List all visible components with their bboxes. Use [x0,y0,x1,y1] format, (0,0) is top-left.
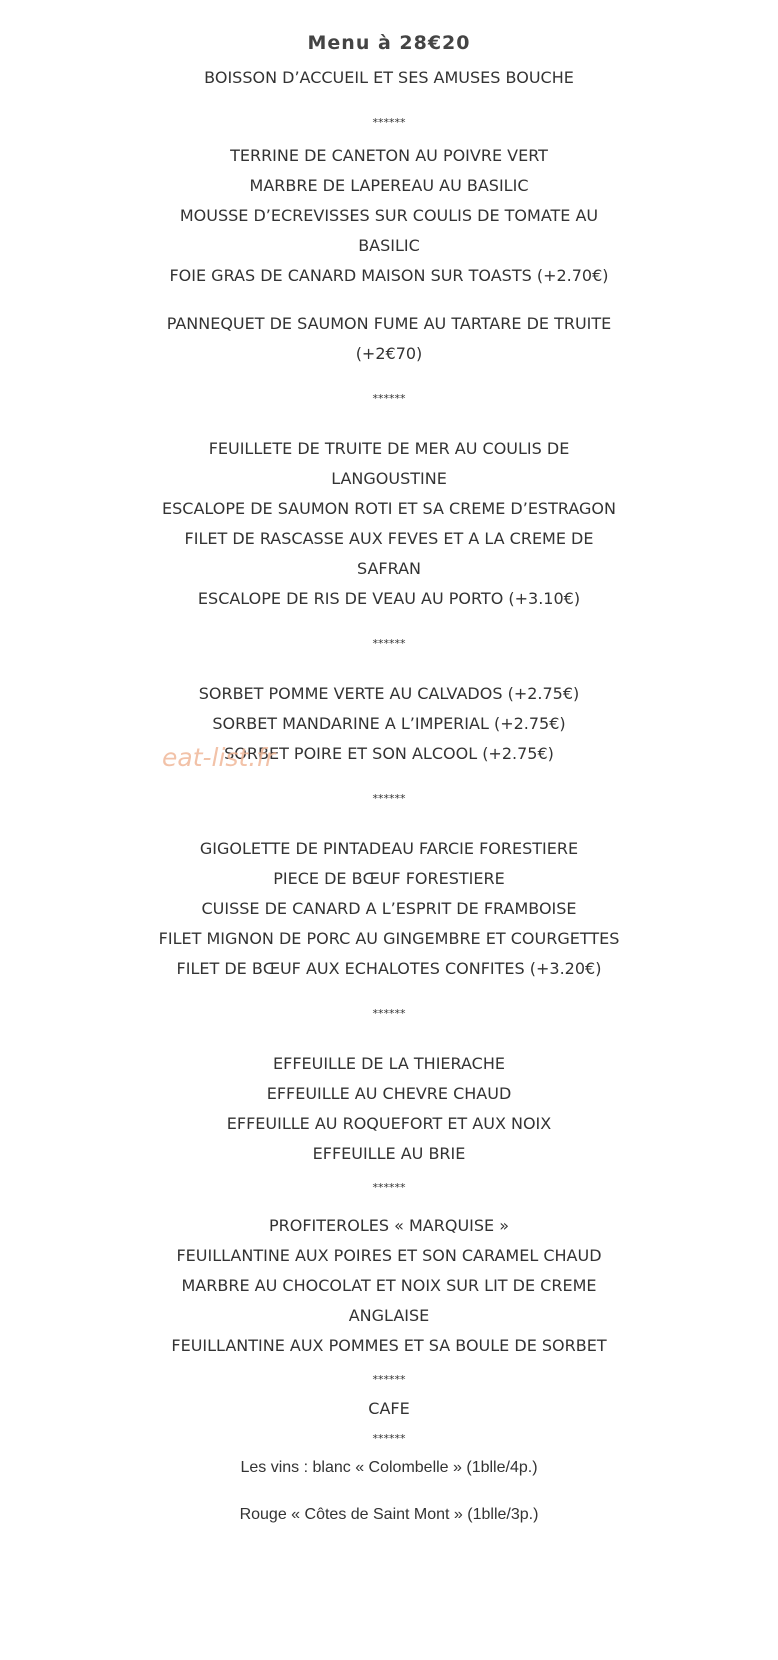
fish-item: ESCALOPE DE RIS DE VEAU AU PORTO (+3.10€) [197,589,581,608]
separator: ****** [372,392,406,405]
separator: ****** [372,1007,406,1020]
starter-item: MOUSSE D’ECREVISSES SUR COULIS DE TOMATE AU [179,206,599,225]
welcome-drink: BOISSON D’ACCUEIL ET SES AMUSES BOUCHE [204,68,574,87]
watermark-logo: eat-list.fr [162,743,276,772]
starter-item-continued: BASILIC [358,236,420,255]
separator: ****** [372,116,406,129]
separator: ****** [372,1432,406,1445]
fish-item: FEUILLETE DE TRUITE DE MER AU COULIS DE [208,439,570,458]
main-item: CUISSE DE CANARD A L’ESPRIT DE FRAMBOISE [201,899,577,918]
main-item: FILET MIGNON DE PORC AU GINGEMBRE ET COURGETTES [158,929,620,948]
starter-item-continued: (+2€70) [355,344,423,363]
dessert-item: PROFITEROLES « MARQUISE » [268,1216,510,1235]
fish-item: FILET DE RASCASSE AUX FEVES ET A LA CREME DE [184,529,594,548]
wine-white: Les vins : blanc « Colombelle » (1blle/4p.) [240,1459,538,1476]
fish-item-continued: SAFRAN [357,559,421,578]
starter-item: FOIE GRAS DE CANARD MAISON SUR TOASTS (+2.70€) [169,266,609,285]
main-item: PIECE DE BŒUF FORESTIERE [273,869,505,888]
fish-item: ESCALOPE DE SAUMON ROTI ET SA CREME D’ESTRAGON [162,499,616,518]
separator: ****** [372,1373,406,1386]
dessert-item: FEUILLANTINE AUX POMMES ET SA BOULE DE SORBET [171,1336,607,1355]
cheese-item: EFFEUILLE AU BRIE [312,1144,466,1163]
sorbet-item: SORBET POMME VERTE AU CALVADOS (+2.75€) [198,684,580,703]
starter-item: MARBRE DE LAPEREAU AU BASILIC [249,176,529,195]
dessert-item: MARBRE AU CHOCOLAT ET NOIX SUR LIT DE CREME [181,1276,597,1295]
menu-title: Menu à 28€20 [307,32,471,54]
separator: ****** [372,637,406,650]
cheese-item: EFFEUILLE AU ROQUEFORT ET AUX NOIX [226,1114,552,1133]
coffee-item: CAFE [368,1399,410,1418]
cheese-item: EFFEUILLE DE LA THIERACHE [273,1054,505,1073]
dessert-item-continued: ANGLAISE [348,1306,430,1325]
sorbet-item: SORBET POIRE ET SON ALCOOL (+2.75€) [224,744,554,763]
sorbet-item: SORBET MANDARINE A L’IMPERIAL (+2.75€) [212,714,566,733]
wine-red: Rouge « Côtes de Saint Mont » (1blle/3p.) [239,1506,539,1523]
fish-item-continued: LANGOUSTINE [331,469,447,488]
dessert-item: FEUILLANTINE AUX POIRES ET SON CARAMEL CHAUD [176,1246,602,1265]
main-item: GIGOLETTE DE PINTADEAU FARCIE FORESTIERE [199,839,579,858]
main-item: FILET DE BŒUF AUX ECHALOTES CONFITES (+3.20€) [176,959,602,978]
cheese-item: EFFEUILLE AU CHEVRE CHAUD [266,1084,512,1103]
starter-item: TERRINE DE CANETON AU POIVRE VERT [230,146,548,165]
separator: ****** [372,1181,406,1194]
starter-item: PANNEQUET DE SAUMON FUME AU TARTARE DE TRUITE [166,314,612,333]
separator: ****** [372,792,406,805]
